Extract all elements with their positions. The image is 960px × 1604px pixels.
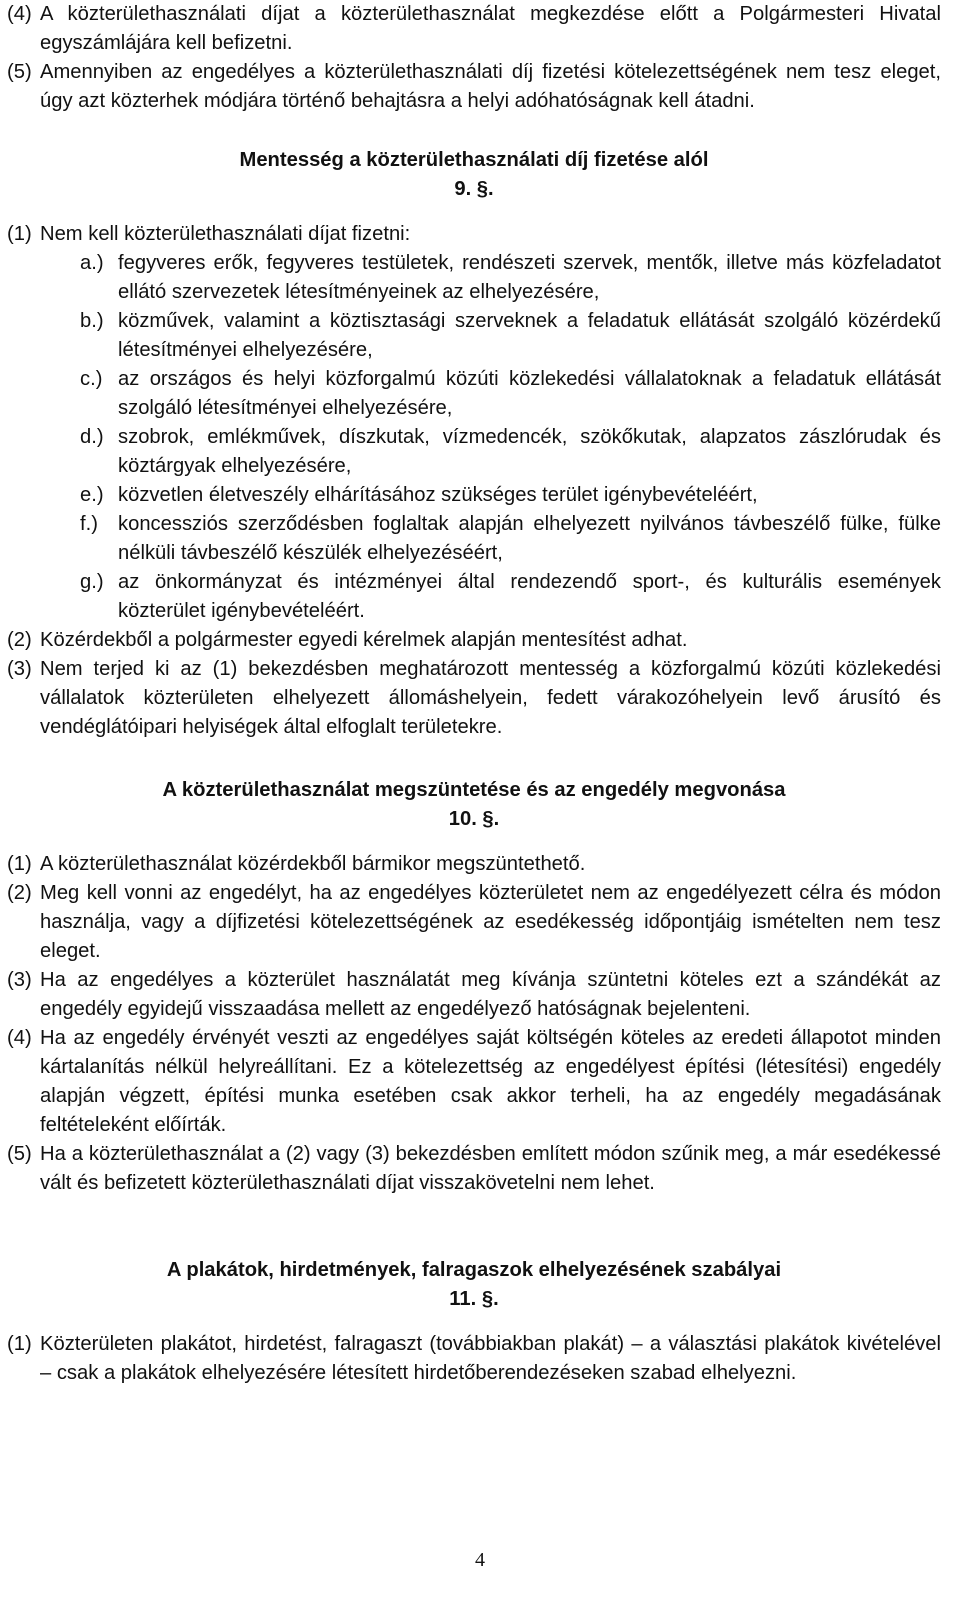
page-number: 4 [475,1549,485,1571]
section-11-number: 11. §. [449,1288,499,1310]
paragraph-text: A közterülethasználat közérdekből bármikor megszüntethető. [40,853,586,875]
exemption-list [80,249,941,626]
list-item-label: c.) [80,368,103,390]
paragraph-number: (1) [7,853,32,875]
paragraph-9-2 [7,626,941,655]
list-item-text: szobrok, emlékművek, díszkutak, vízmedencék, szökőkutak, alapzatos zászlórudak és köztárgyak elhelyezésére, [118,426,941,477]
paragraph-text: Ha a közterülethasználat a (2) vagy (3) bekezdésben említett módon szűnik meg, a már esedékessé vált és befizetett közterülethasználati díjat visszakövetelni nem lehet. [40,1143,941,1194]
paragraph-text: A közterülethasználati díjat a közterülethasználat megkezdése előtt a Polgármesteri Hivatal egyszámlájára kell befizetni. [40,3,941,54]
paragraph-number: (1) [7,223,32,245]
list-item [80,249,941,307]
section-9-title: Mentesség a közterülethasználati díj fizetése alól [239,149,709,171]
paragraph-number: (4) [7,1027,32,1049]
section-10 [7,776,941,1198]
section-9 [7,146,941,742]
list-item-label: b.) [80,310,104,332]
list-item-label: d.) [80,426,104,448]
list-item-text: az önkormányzat és intézményei által rendezendő sport-, és kulturális események közterület igénybevételéért. [118,571,941,622]
paragraph-text: Ha az engedélyes a közterület használatát meg kívánja szüntetni köteles ezt a szándékát az engedély egyidejű visszaadása mellett az engedélyező hatóságnak bejelenteni. [40,969,941,1020]
paragraph-text: Közterületen plakátot, hirdetést, falragaszt (továbbiakban plakát) – a választási plakátok kivételével – csak a plakátok elhelyezésére létesített hirdetőberendezéseken szabad elhelyezni. [40,1333,941,1384]
paragraph-text: Nem terjed ki az (1) bekezdésben meghatározott mentesség a közforgalmú közúti közlekedési vállalatok közterületen elhelyezett állomáshelyein, fedett várakozóhelyein levő árusító és vendéglátóipari helyiségek által elfoglalt területekre. [40,658,941,738]
list-item [80,510,941,568]
list-item-text: koncessziós szerződésben foglaltak alapján elhelyezett nyilvános távbeszélő fülke, fülke nélküli távbeszélő készülék elhelyezéséért, [118,513,941,564]
paragraph-number: (1) [7,1333,32,1355]
paragraph-10-2 [7,879,941,966]
paragraph-text: Meg kell vonni az engedélyt, ha az engedélyes közterületet nem az engedélyezett célra és módon használja, vagy a díjfizetési kötelezettségének az esedékesség időpontjáig ismételten nem tesz eleget. [40,882,941,962]
paragraph-number: (3) [7,658,32,680]
paragraph-number: (2) [7,882,32,904]
paragraph-10-4 [7,1024,941,1140]
list-item [80,307,941,365]
list-item-text: fegyveres erők, fegyveres testületek, rendészeti szervek, mentők, illetve más közfeladatot ellátó szervezetek létesítményeinek az elhelyezésére, [118,252,941,303]
paragraph-9-1 [7,220,941,249]
section-8-tail [7,0,941,116]
list-item [80,568,941,626]
list-item [80,365,941,423]
section-11 [7,1256,941,1388]
paragraph-8-5 [7,58,941,116]
section-10-number: 10. §. [448,808,500,830]
paragraph-text: Közérdekből a polgármester egyedi kérelmek alapján mentesítést adhat. [40,629,688,651]
list-item [80,481,941,510]
paragraph-10-5 [7,1140,941,1198]
paragraph-11-1 [7,1330,941,1388]
paragraph-number: (5) [7,1143,32,1165]
section-11-title: A plakátok, hirdetmények, falragaszok elhelyezésének szabályai [166,1259,782,1281]
list-item-label: f.) [80,513,98,535]
paragraph-text: Nem kell közterülethasználati díjat fizetni: [40,223,411,245]
paragraph-text: Amennyiben az engedélyes a közterülethasználati díj fizetési kötelezettségének nem tesz eleget, úgy azt közterhek módjára történő behajtásra a helyi adóhatóságnak kell átadni. [40,61,941,112]
paragraph-number: (3) [7,969,32,991]
list-item [80,423,941,481]
paragraph-number: (4) [7,3,32,25]
section-10-title: A közterülethasználat megszüntetése és az engedély megvonása [162,779,786,801]
list-item-text: közművek, valamint a köztisztasági szerveknek a feladatuk ellátását szolgáló közérdekű létesítményei elhelyezésére, [118,310,941,361]
paragraph-number: (5) [7,61,32,83]
section-9-number: 9. §. [454,178,494,200]
paragraph-8-4 [7,0,941,58]
paragraph-9-3 [7,655,941,742]
paragraph-number: (2) [7,629,32,651]
list-item-label: a.) [80,252,104,274]
paragraph-text: Ha az engedély érvényét veszti az engedélyes saját költségén köteles az eredeti állapotot minden kártalanítás nélkül helyreállítani. Ez a kötelezettség az engedélyest építési (létesítési) engedély alapján végzett, építési munka esetében csak akkor terheli, ha az engedély megadásának feltételeként előírták. [40,1027,941,1136]
paragraph-10-1 [7,850,941,879]
list-item-label: e.) [80,484,104,506]
list-item-text: közvetlen életveszély elhárításához szükséges terület igénybevételéért, [118,484,758,506]
document-body [7,0,941,1388]
paragraph-10-3 [7,966,941,1024]
list-item-text: az országos és helyi közforgalmú közúti közlekedési vállalatoknak a feladatuk ellátását szolgáló létesítményei elhelyezésére, [118,368,941,419]
list-item-label: g.) [80,571,104,593]
